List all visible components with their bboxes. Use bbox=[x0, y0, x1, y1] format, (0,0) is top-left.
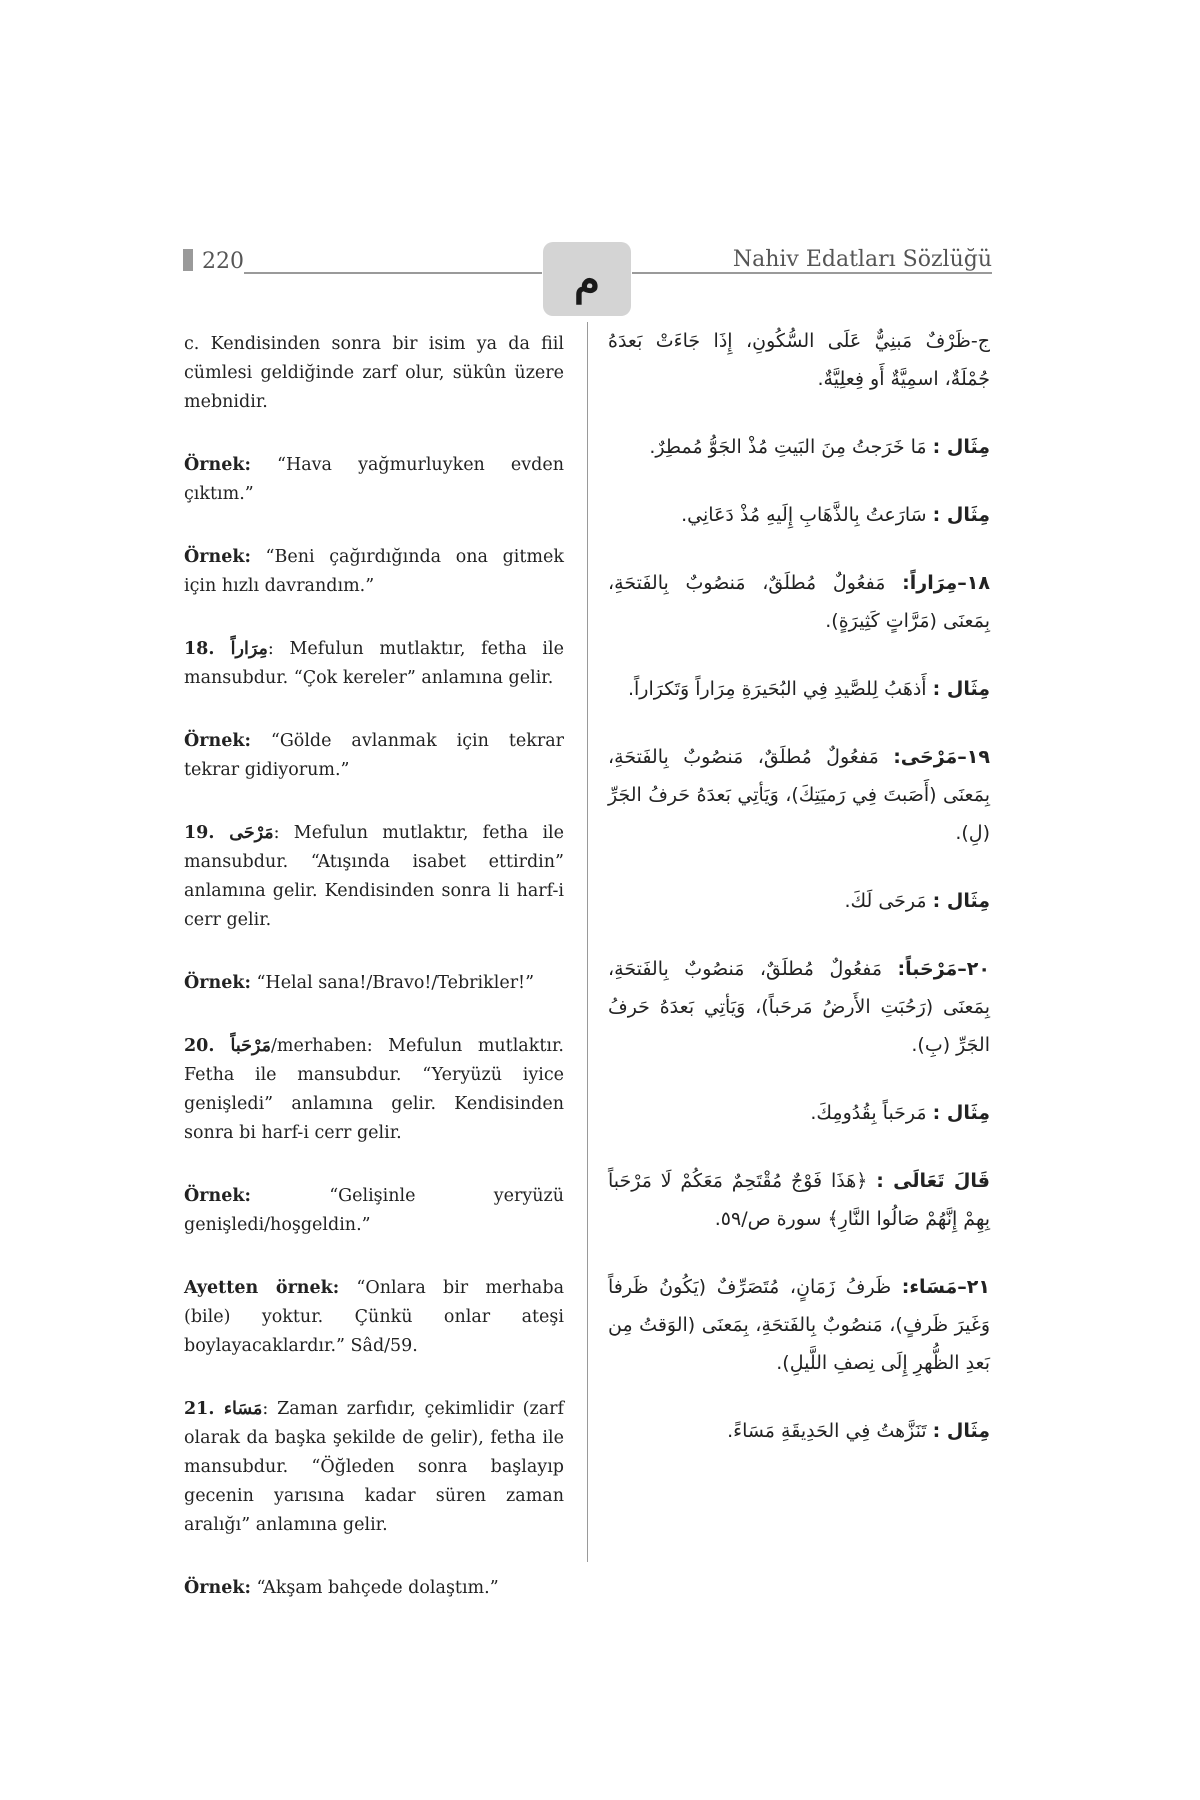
letter-tab: م bbox=[543, 242, 631, 316]
arabic-paragraph: مِثَال : مَرحَباً بِقُدُومِكَ. bbox=[810, 1102, 990, 1124]
paragraph: Örnek: “Helal sana!/Bravo!/Tebrikler!” bbox=[184, 973, 535, 993]
arabic-paragraph: مِثَال : مَا خَرَجتُ مِنَ البَيتِ مُذْ الجَوُّ مُمطِرٌ. bbox=[649, 436, 990, 458]
paragraph: Örnek: “Beni çağırdığında ona gitmek için hızlı davrandım.” bbox=[184, 547, 564, 596]
paragraph: 20. مَرْحَباً/merhaben: Mefulun mutlaktır. Fetha ile mansubdur. “Yeryüzü iyice genişledi” anlamına gelir. Kendisinden sonra bi harf-i cerr gelir. bbox=[184, 1036, 564, 1143]
paragraph: 21. مَسَاء: Zaman zarfıdır, çekimlidir (zarf olarak da başka şekilde de gelir), fetha ile mansubdur. “Öğleden sonra başlayıp gecenin yarısına kadar süren zaman aralığı” anlamına gelir. bbox=[184, 1399, 564, 1535]
arabic-paragraph: مِثَال : سَارَعتُ بِالذَّهَابِ إِلَيهِ مُذْ دَعَانِي. bbox=[681, 504, 990, 526]
page-number: 220 bbox=[202, 249, 244, 274]
arabic-paragraph: مِثَال : تَنَزَّهتُ فِي الحَدِيقَةِ مَسَاءً. bbox=[727, 1420, 990, 1442]
arabic-column bbox=[608, 322, 990, 1480]
paragraph: Örnek: “Gölde avlanmak için tekrar tekrar gidiyorum.” bbox=[184, 731, 564, 780]
turkish-column bbox=[184, 330, 564, 1637]
arabic-paragraph: ١٩–مَرْحَى: مَفعُولٌ مُطلَقٌ، مَنصُوبٌ بِالفَتحَةِ، بِمَعنَى (أَصَبتَ فِي رَميَتِكَ)، وَيَأتِي بَعدَهُ حَرفُ الجَرِّ (لِ). bbox=[608, 746, 990, 844]
column-divider bbox=[587, 322, 588, 1562]
header-rule-right bbox=[632, 272, 992, 274]
paragraph: c. Kendisinden sonra bir isim ya da fiil cümlesi geldiğinde zarf olur, sükûn üzere mebnidir. bbox=[184, 334, 564, 412]
paragraph: 18. مِرَاراً: Mefulun mutlaktır, fetha ile mansubdur. “Çok kereler” anlamına gelir. bbox=[184, 639, 564, 688]
paragraph: Ayetten örnek: “Onlara bir merhaba (bile) yoktur. Çünkü onlar ateşi boylayacaklardır.” Sâd/59. bbox=[184, 1278, 565, 1356]
arabic-paragraph: ٢٠–مَرْحَباً: مَفعُولٌ مُطلَقٌ، مَنصُوبٌ بِالفَتحَةِ، بِمَعنَى (رَحُبَتِ الأَرضُ مَرحَباً)، وَيَأتِي بَعدَهُ حَرفُ الجَرِّ (بِ). bbox=[608, 958, 990, 1056]
arabic-paragraph: مِثَال : مَرحَى لَكَ. bbox=[844, 890, 990, 912]
header-rule-left bbox=[244, 272, 542, 274]
paragraph: Örnek: “Akşam bahçede dolaştım.” bbox=[184, 1578, 499, 1598]
arabic-paragraph: ١٨–مِرَاراً: مَفعُولٌ مُطلَقٌ، مَنصُوبٌ بِالفَتحَةِ، بِمَعنَى (مَرَّاتٍ كَثِيرَةٍ). bbox=[608, 572, 990, 632]
paragraph: Örnek: “Gelişinle yeryüzü genişledi/hoşgeldin.” bbox=[184, 1186, 564, 1235]
page-marker-bar bbox=[183, 249, 193, 271]
arabic-paragraph: مِثَال : أَذهَبُ لِلصَّيدِ فِي البُحَيرَةِ مِرَاراً وَتَكرَاراً. bbox=[627, 678, 990, 700]
arabic-paragraph: ج-ظَرْفٌ مَبنِيٌّ عَلَى السُّكُونِ، إِذَا جَاءَتْ بَعدَهُ جُمْلَةٌ، اسمِيَّةٌ أَو فِعلِيَّةٌ. bbox=[608, 330, 990, 390]
arabic-paragraph: قَالَ تَعَالَى : ﴿هَذَا فَوْجٌ مُقْتَحِمٌ مَعَكُمْ لَا مَرْحَباً بِهِمْ إِنَّهُمْ صَالُوا النَّارِ﴾ سورة ص/٥٩. bbox=[608, 1170, 990, 1230]
paragraph: 19. مَرْحَى: Mefulun mutlaktır, fetha ile mansubdur. “Atışında isabet ettirdin” anlamına gelir. Kendisinden sonra li harf-i cerr gelir. bbox=[184, 823, 564, 930]
paragraph: Örnek: “Hava yağmurluyken evden çıktım.” bbox=[184, 455, 564, 504]
arabic-paragraph: ٢١–مَسَاء: ظَرفُ زَمَانٍ، مُتَصَرِّفٌ (يَكُونُ ظَرفاً وَغَيرَ ظَرفٍ)، مَنصُوبٌ بِالفَتحَةِ، بِمَعنَى (الوَقتُ مِن بَعدِ الظُّهرِ إِلَى نِصفِ اللَّيلِ). bbox=[608, 1276, 990, 1374]
book-title: Nahiv Edatları Sözlüğü bbox=[732, 247, 992, 272]
